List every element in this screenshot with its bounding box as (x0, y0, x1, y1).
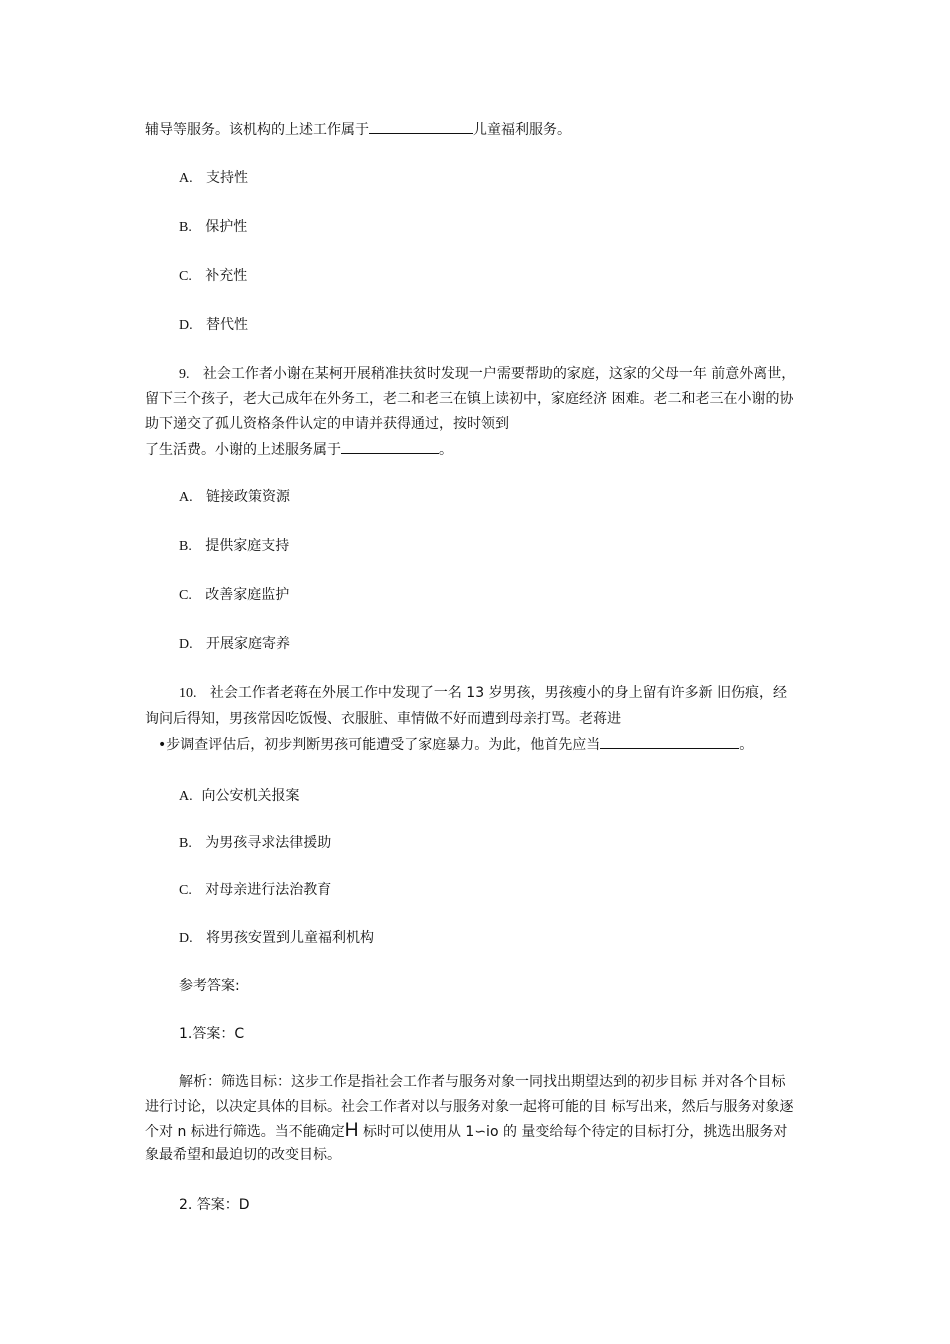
question-8-continuation (145, 119, 571, 140)
q9-option-c: C. 改善家庭监护 (179, 587, 290, 603)
q10-option-a: A. 向公安机关报案 (179, 788, 300, 804)
q8-option-d: D. 替代性 (179, 317, 248, 333)
question-9-line-1: 9. 社会工作者小谢在某柯开展稍准扶贫时发现一户需要帮助的家庭，这家的父母一年 前意外离世， (179, 366, 796, 382)
answers-heading: 参考答案: (179, 978, 240, 994)
q10-option-c: C. 对母亲进行法治教育 (179, 882, 332, 898)
question-10-line-1: 10. 社会工作者老蒋在外展工作中发现了一名 13 岁男孩，男孩瘦小的身上留有许多新 旧伤痕，经 (179, 685, 788, 701)
question-9-line-2: 留下三个孩子，老大己成年在外务工，老二和老三在镇上读初中，家庭经济 困难。老二和老三在小谢的协 (145, 391, 794, 407)
answer-2: 2. 答案：D (179, 1197, 250, 1213)
analysis-line-2: 进行讨论，以决定具体的目标。社会工作者对以与服务对象一起将可能的目 标写出来，然后与服务对象逐 (145, 1099, 794, 1115)
q10-option-b: B. 为男孩寻求法律援助 (179, 835, 332, 851)
q10-option-d: D. 将男孩安置到儿童福利机构 (179, 930, 374, 946)
q9-option-d: D. 开展家庭寄养 (179, 636, 290, 652)
question-9-line-4: 了生活费。小谢的上述服务属于 。 (145, 439, 453, 460)
analysis-line-3: 个对 n 标进行筛选。当不能确定H 标时可以使用从 1∽io 的 量变给每个待定的目标打分，挑选出服务对 (145, 1120, 788, 1141)
q8-option-a: A. 支持性 (179, 170, 248, 186)
q9-option-a: A. 链接政策资源 (179, 489, 290, 505)
q8-option-c: C. 补充性 (179, 268, 248, 284)
q9-option-b: B. 提供家庭支持 (179, 538, 290, 554)
answer-1: 1.答案：C (179, 1026, 245, 1042)
q8-text-end: 儿童福利服务。 (473, 122, 571, 138)
analysis-line-1: 解析：筛选目标：这步工作是指社会工作者与服务对象一同找出期望达到的初步目标 并对各个目标 (179, 1074, 786, 1090)
answer-blank (341, 439, 439, 454)
answer-blank (369, 119, 473, 134)
question-9-line-3: 助下递交了孤儿资格条件认定的申请并获得通过，按时领到 (145, 416, 509, 432)
question-10-line-3: •步调查评估后，初步判断男孩可能遭受了家庭暴力。为此，他首先应当 。 (158, 734, 753, 755)
answer-blank (600, 734, 739, 749)
q8-text: 辅导等服务。该机构的上述工作属于 (145, 122, 369, 138)
question-10-line-2: 询问后得知，男孩常因吃饭慢、衣服脏、車情做不好而遭到母亲打骂。老蒋进 (145, 711, 621, 727)
q8-option-b: B. 保护性 (179, 219, 248, 235)
analysis-line-4: 象最希望和最迫切的改变目标。 (145, 1147, 341, 1163)
